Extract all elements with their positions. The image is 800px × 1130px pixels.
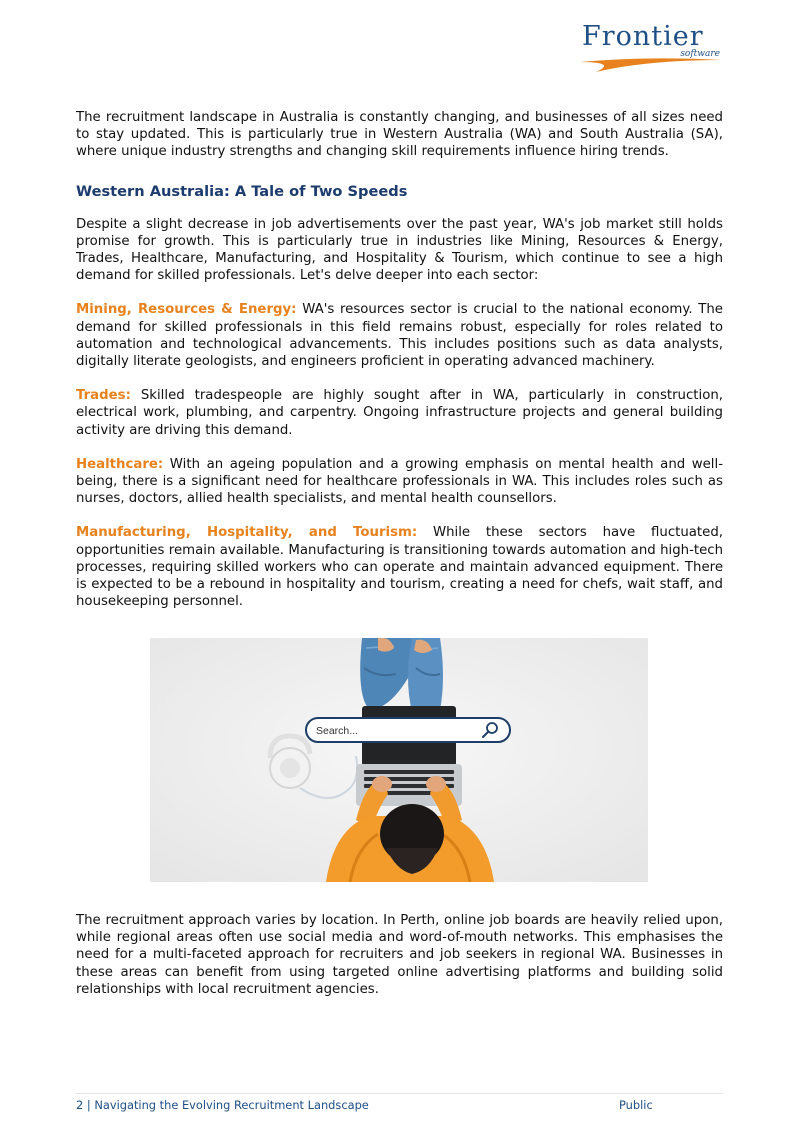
sector-paragraph-healthcare	[76, 456, 723, 508]
closing-section	[76, 912, 723, 998]
photo-illustration	[150, 638, 648, 882]
footer-page-title: 2 | Navigating the Evolving Recruitment Landscape	[76, 1098, 369, 1112]
wa-overview-paragraph: Despite a slight decrease in job advertisements over the past year, WA's job market still holds promise for growth. This is particularly true in industries like Mining, Resources & Energy, Trades, Healthcare, Manufacturing, and Hospitality & Tourism, which continue to see a high demand for skilled professionals. Let's delve deeper into each sector:	[76, 216, 723, 284]
frontier-software-logo	[578, 20, 728, 76]
sector-label: Manufacturing, Hospitality, and Tourism:	[76, 525, 418, 541]
logo-subtext: software	[680, 49, 720, 59]
laptop-search-photo	[150, 638, 648, 882]
intro-paragraph: The recruitment landscape in Australia is constantly changing, and businesses of all sizes need to stay updated. This is particularly true in Western Australia (WA) and South Australia (SA), where unique industry strengths and changing skill requirements influence hiring trends.	[76, 110, 723, 160]
sector-text: Skilled tradespeople are highly sought after in WA, particularly in construction, electrical work, plumbing, and carpentry. Ongoing infrastructure projects and general building activity are driving this demand.	[76, 388, 723, 438]
article-body	[76, 109, 723, 610]
sector-paragraph-trades	[76, 387, 723, 439]
page-footer	[76, 1093, 723, 1112]
logo-wordmark: Frontier	[582, 21, 704, 52]
closing-paragraph: The recruitment approach varies by location. In Perth, online job boards are heavily relied upon, while regional areas often use social media and word-of-mouth networks. This emphasises the need for a multi-faceted approach for recruiters and job seekers in regional WA. Businesses in these areas can benefit from using targeted online advertising platforms and building solid relationships with local recruitment agencies.	[76, 913, 723, 997]
sector-paragraph-manufacturing	[76, 524, 723, 610]
sector-text: WA's resources sector is crucial to the national economy. The demand for skilled professionals in this field remains robust, especially for roles related to automation and technological advancements. This includes positions such as data analysts, digitally literate geologists, and engineers proficient in operating advanced machinery.	[76, 302, 723, 370]
section-heading: Western Australia: A Tale of Two Speeds	[76, 182, 408, 200]
sector-text: While these sectors have fluctuated, opportunities remain available. Manufacturing is transitioning towards automation and high-tech processes, requiring skilled workers who can operate and maintain advanced equipment. There is expected to be a rebound in hospitality and tourism, creating a need for chefs, wait staff, and housekeeping personnel.	[76, 525, 723, 610]
sector-label: Trades:	[76, 388, 131, 404]
search-placeholder-text: Search...	[316, 725, 359, 737]
sector-text: With an ageing population and a growing emphasis on mental health and well-being, there is a significant need for healthcare professionals in WA. This includes roles such as nurses, doctors, allied health specialists, and mental health counsellors.	[76, 456, 723, 507]
sector-label: Healthcare:	[76, 456, 164, 472]
sector-paragraph-mining	[76, 301, 723, 370]
logo-swoosh-icon	[578, 56, 723, 74]
footer-classification: Public	[619, 1098, 653, 1112]
sector-label: Mining, Resources & Energy:	[76, 302, 297, 318]
